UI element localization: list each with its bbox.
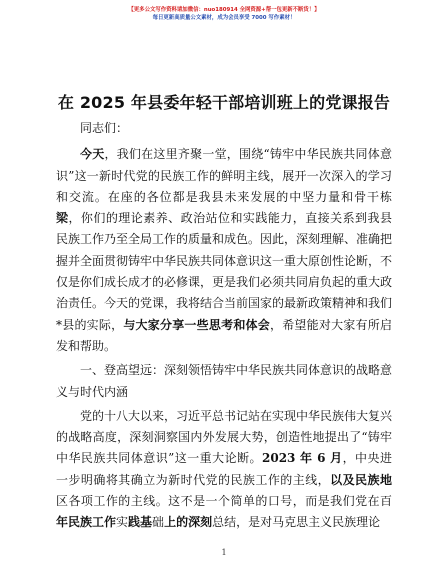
bold-text-a: 以及民族地 xyxy=(330,472,392,487)
sec1-text-3: 区各项工作的主线。这不是一个简单的口号，而是我们党在百 xyxy=(56,494,392,509)
bold-text-c: 践基 xyxy=(128,515,153,530)
bold-text-d: 上的深刻 xyxy=(164,515,213,530)
greeting: 同志们： xyxy=(80,121,129,135)
bold-lead-text: 今天 xyxy=(80,147,105,162)
bold-tail-text: 与大家分享一些思考和体会 xyxy=(123,317,270,332)
intro-text-2: ，你们的理论素养、政治站位和实践能力，直接关系到我县民族工作乃至全局工作的质量和成色。因此，深刻理解、准确把握并全面贯彻铸牢中华民族共同体意识这一重大原创性论断，不仅是你们成长成才的必修课，更是我们必须共同肩负起的重大政治责任。今天的党课，我将结合当前国家的最新政策精神和我们*县的实际， xyxy=(56,211,393,332)
document-body xyxy=(56,118,392,534)
document-title: 在 2025 年县委年轻干部培训班上的党课报告 xyxy=(57,93,391,112)
banner-line-2: 每日更新高质量公文素材，成为会员享受 7000 写作素材！ xyxy=(152,15,296,21)
bold-mid-text: 梁 xyxy=(56,211,69,226)
intro-text-1: ，我们在这里齐聚一堂，围绕“铸牢中华民族共同体意识”这一新时代党的民族工作的鲜明主线，展开一次深入的学习和交流。在座的各位都是我县未来发展的中坚力量和骨干栋 xyxy=(56,147,392,204)
paragraph-intro xyxy=(56,144,392,357)
promo-banner xyxy=(0,6,448,22)
sec1-text-2: ，中央进一步明确将其确立为新时代党的民族工作的主线， xyxy=(56,451,392,487)
sec1-text-5: 础 xyxy=(152,515,165,530)
section-heading-1: 一、登高望远：深刻领悟铸牢中华民族共同体意识的战略意义与时代内涵 xyxy=(56,363,393,399)
bold-text-b: 年民族工作 xyxy=(56,515,117,530)
paragraph-section-1 xyxy=(56,406,392,534)
bold-date-text: 2023 年 6 月 xyxy=(262,451,343,466)
sec1-text-4: 实 xyxy=(116,515,129,530)
sec1-text-6: 总结，是对马克思主义民族理论 xyxy=(212,515,381,530)
banner-line-1: 【更多公文写作资料请加微信：nuo180914 全网资源+帮一包更新不断货！】 xyxy=(128,7,320,13)
intro-text-3: ，希望能对大家有所启发和帮助。 xyxy=(56,317,392,353)
sec1-text-1: 党的十八大以来，习近平总书记站在实现中华民族伟大复兴的战略高度，深刻洞察国内外发展大势，创造性地提出了“铸牢中华民族共同体意识”这一重大论断。 xyxy=(56,408,393,466)
page-number: 1 xyxy=(221,548,227,557)
